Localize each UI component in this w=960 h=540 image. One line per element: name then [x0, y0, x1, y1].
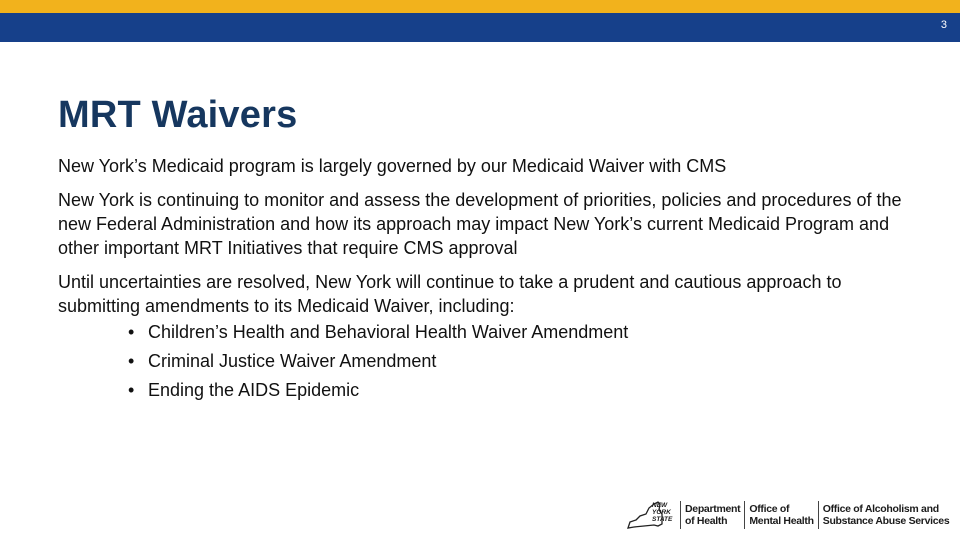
bullet-item: • Criminal Justice Waiver Amendment [128, 347, 908, 376]
bullet-icon: • [128, 380, 135, 400]
footer-logos [622, 498, 949, 532]
paragraph-2: New York is continuing to monitor and assess the development of priorities, policies and procedures of the new Federal Administration and how its approach may impact New York’s current Medicaid Program and other important MRT Initiatives that require CMS approval [58, 190, 902, 258]
bullet-icon: • [128, 322, 135, 342]
slide-body [58, 154, 908, 405]
bullet-icon: • [128, 351, 135, 371]
slide-number: 3 [940, 19, 947, 31]
logo-divider [744, 501, 745, 529]
slide-title: MRT Waivers [58, 94, 298, 136]
logo-divider [818, 501, 819, 529]
oasas-logo: Office of Alcoholism and Substance Abuse Services [822, 503, 950, 527]
department-of-health-logo: Department of Health [685, 503, 741, 527]
bullet-item: • Children’s Health and Behavioral Health Waiver Amendment [128, 318, 908, 347]
logo-divider [680, 501, 681, 529]
new-york-state-logo-icon: NEW YORK STATE [622, 498, 676, 532]
bullet-item: • Ending the AIDS Epidemic [128, 376, 908, 405]
top-accent-bar [0, 0, 960, 13]
office-of-mental-health-logo: Office of Mental Health [749, 503, 814, 527]
top-header-bar [0, 13, 960, 42]
bullet-list [58, 318, 908, 405]
paragraph-1: New York’s Medicaid program is largely governed by our Medicaid Waiver with CMS [58, 156, 727, 176]
paragraph-3: Until uncertainties are resolved, New York will continue to take a prudent and cautious approach to submitting amendments to its Medicaid Waiver, including: [58, 272, 842, 316]
